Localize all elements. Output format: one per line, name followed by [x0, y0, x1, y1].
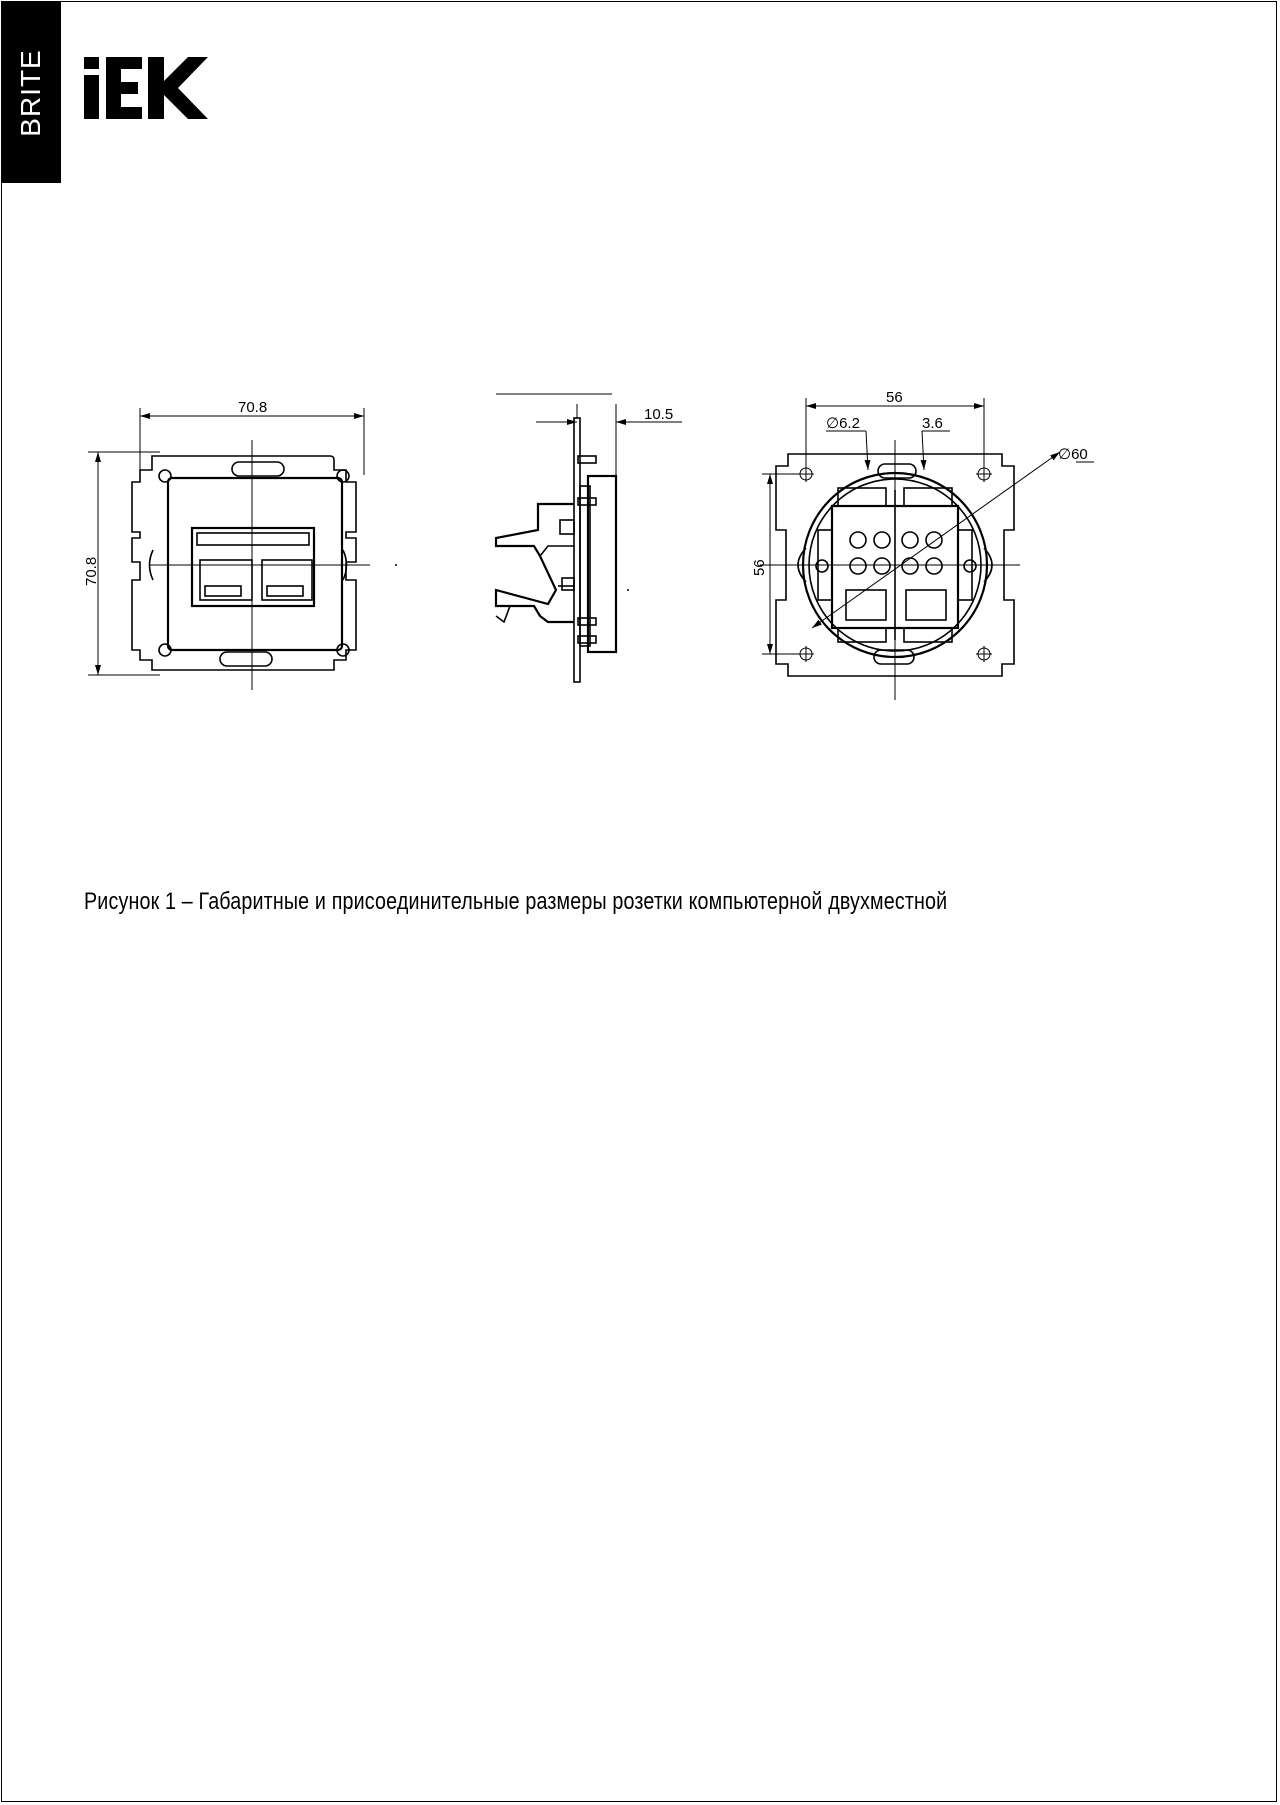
hole-diameter-label: ∅6.2 [826, 415, 860, 432]
figure-caption: Рисунок 1 – Габаритные и присоединительные размеры розетки компьютерной двухместной [84, 888, 948, 915]
front-height-label: 70.8 [83, 556, 100, 586]
front-view [88, 408, 397, 690]
side-depth-label: 10.5 [644, 406, 674, 423]
series-label: BRITE [15, 49, 46, 137]
side-view [496, 394, 682, 682]
rear-width-label: 56 [886, 389, 903, 406]
rear-view [760, 398, 1094, 700]
circle-diameter-label: ∅60 [1058, 446, 1088, 463]
slot-width-label: 3.6 [922, 415, 943, 432]
rear-height-label: 56 [751, 559, 768, 576]
front-width-label: 70.8 [238, 399, 268, 416]
